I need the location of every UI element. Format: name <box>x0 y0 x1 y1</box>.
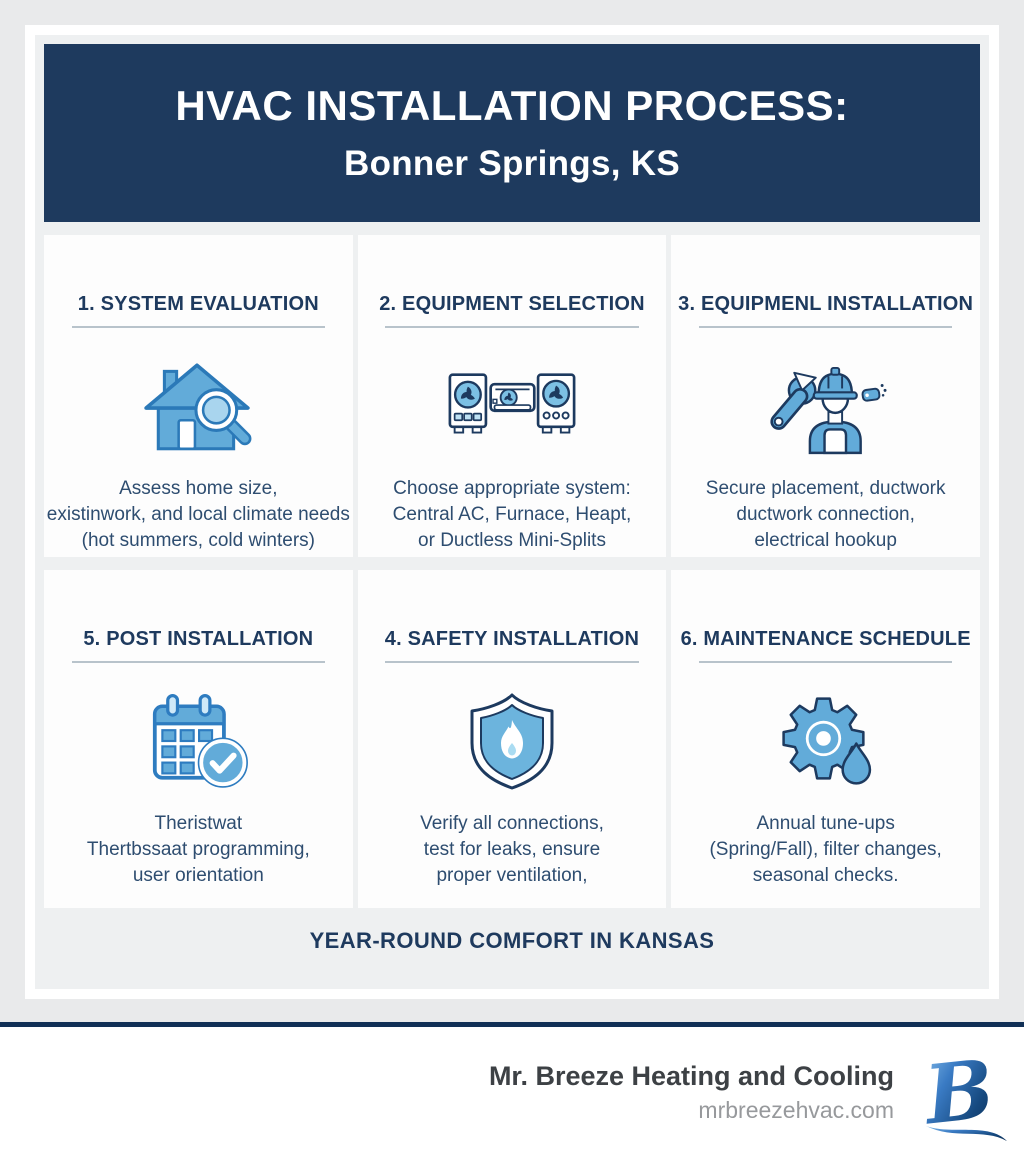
step-card-1 <box>44 235 353 557</box>
step-card-2 <box>358 235 667 557</box>
website-url: mrbreezehvac.com <box>698 1097 894 1123</box>
calendar-check-icon <box>44 687 353 795</box>
house-magnifier-icon <box>44 352 353 460</box>
step-description: Assess home size, existinwork, and local climate needs (hot summers, cold winters) <box>46 478 350 551</box>
infographic-poster <box>25 25 999 999</box>
step-title: 5. POST INSTALLATION <box>83 628 314 650</box>
title-divider <box>385 326 638 328</box>
step-title: 1. SYSTEM EVALUATION <box>77 293 319 315</box>
step-card-4 <box>358 570 667 908</box>
poster-panel <box>35 35 989 989</box>
technician-wrench-icon <box>671 352 980 460</box>
tagline: YEAR-ROUND COMFORT IN KANSAS <box>309 928 715 953</box>
step-description: Secure placement, ductwork ductwork connection, electrical hookup <box>705 478 946 551</box>
step-title: 4. SAFETY INSTALLATION <box>384 628 640 650</box>
step-card-5 <box>44 570 353 908</box>
hvac-units-icon <box>358 352 667 460</box>
step-title: 3. EQUIPMENL INSTALLATION <box>678 293 974 315</box>
brand-logo-icon <box>912 1047 1008 1152</box>
title-divider <box>385 661 638 663</box>
title-divider <box>72 661 325 663</box>
footer-text <box>489 1061 894 1124</box>
step-card-3 <box>671 235 980 557</box>
steps-grid <box>44 235 980 908</box>
svg-text:B: B <box>920 1047 999 1144</box>
title-divider <box>699 661 952 663</box>
page-title: HVAC INSTALLATION PROCESS: <box>175 82 849 129</box>
step-description: Annual tune-ups (Spring/Fall), filter changes, seasonal checks. <box>709 813 942 886</box>
page-subtitle: Bonner Springs, KS <box>344 144 680 183</box>
tagline-row <box>44 908 980 974</box>
title-divider <box>699 326 952 328</box>
step-card-6 <box>671 570 980 908</box>
header-banner <box>44 44 980 222</box>
company-name: Mr. Breeze Heating and Cooling <box>488 1061 894 1091</box>
step-description: Theristwat Thertbssaat programming, user orientation <box>86 813 310 886</box>
gear-droplet-icon <box>671 687 980 795</box>
shield-flame-icon <box>358 687 667 795</box>
step-title: 6. MAINTENANCE SCHEDULE <box>680 628 971 650</box>
title-divider <box>72 326 325 328</box>
step-title: 2. EQUIPMENT SELECTION <box>379 293 645 315</box>
step-description: Choose appropriate system: Central AC, Furnace, Heapt, or Ductless Mini-Splits <box>392 478 632 551</box>
step-description: Verify all connections, test for leaks, ensure proper ventilation, <box>420 813 604 886</box>
footer <box>0 1027 1024 1154</box>
